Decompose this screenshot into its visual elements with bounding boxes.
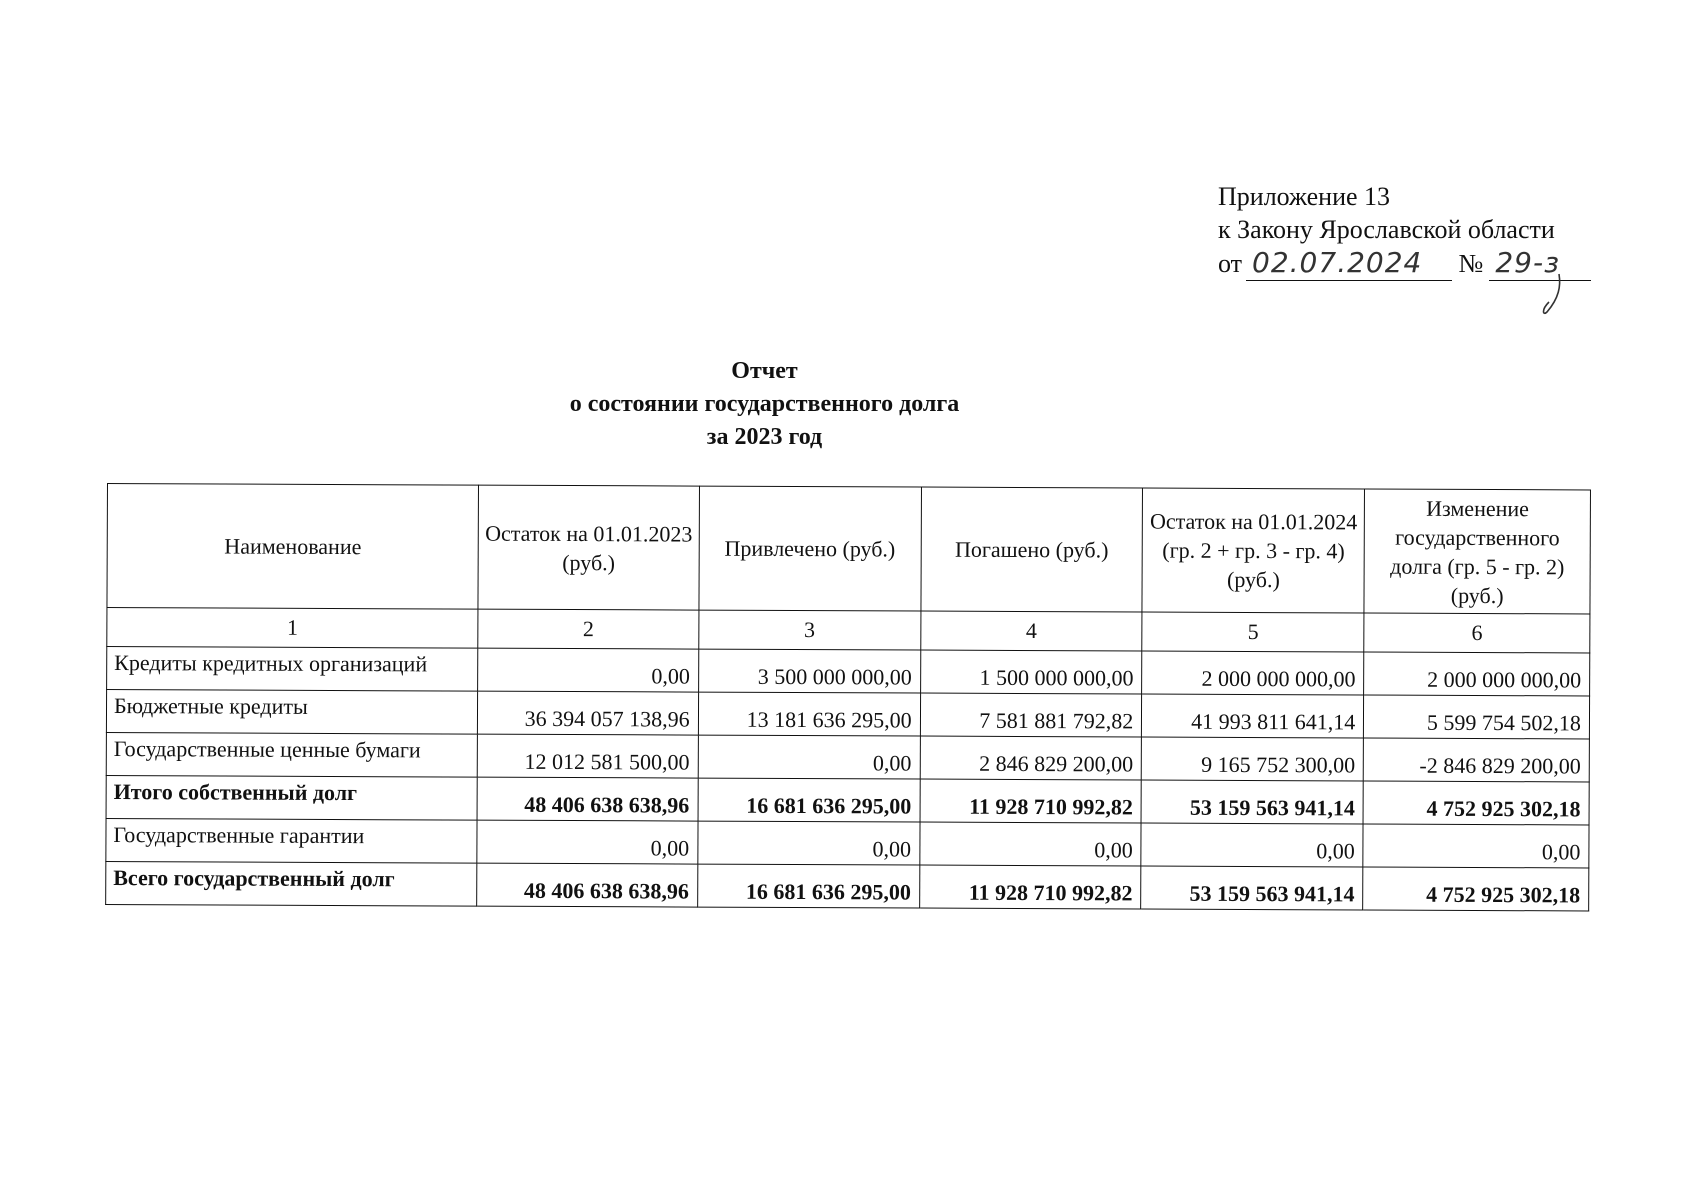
handwriting-stroke — [1537, 272, 1577, 316]
cell-value: 1 500 000 000,00 — [920, 650, 1142, 694]
cell-value: 0,00 — [698, 821, 920, 865]
number-label: № — [1458, 249, 1484, 278]
cell-value: 0,00 — [919, 822, 1141, 866]
cell-value: 0,00 — [1363, 824, 1589, 868]
row-name: Кредиты кредитных организаций — [107, 647, 478, 692]
column-number: 2 — [478, 609, 699, 649]
header-repaid: Погашено (руб.) — [921, 487, 1143, 612]
cell-value: 11 928 710 992,82 — [919, 865, 1141, 909]
cell-value: 48 406 638 638,96 — [477, 777, 698, 821]
cell-value: 0,00 — [1141, 823, 1363, 867]
title-line-3: за 2023 год — [706, 424, 823, 450]
header-row — [107, 484, 1591, 614]
cell-value: 53 159 563 941,14 — [1141, 866, 1363, 910]
cell-value: -2 846 829 200,00 — [1364, 738, 1590, 782]
cell-value: 7 581 881 792,82 — [920, 693, 1142, 737]
column-number: 4 — [920, 611, 1142, 651]
title-line-2: о состоянии государственного долга — [569, 391, 960, 417]
cell-value: 16 681 636 295,00 — [697, 864, 919, 908]
cell-value: 13 181 636 295,00 — [698, 692, 920, 736]
cell-value: 16 681 636 295,00 — [698, 778, 920, 822]
cell-value: 2 000 000 000,00 — [1364, 652, 1590, 696]
title-line-1: Отчет — [731, 358, 798, 384]
cell-value: 0,00 — [698, 735, 920, 779]
row-name: Государственные ценные бумаги — [106, 732, 477, 777]
cell-value: 9 165 752 300,00 — [1142, 737, 1364, 781]
cell-value: 3 500 000 000,00 — [698, 649, 920, 693]
cell-value: 0,00 — [478, 648, 699, 692]
column-number: 5 — [1142, 612, 1364, 652]
header-change: Изменение государственного долга (гр. 5 - гр. 2) (руб.) — [1364, 489, 1590, 614]
cell-value: 41 993 811 641,14 — [1142, 694, 1364, 738]
from-label: от — [1218, 249, 1243, 278]
handwritten-number: 29-з — [1495, 246, 1560, 279]
table-row — [106, 690, 1589, 739]
cell-value: 36 394 057 138,96 — [478, 691, 699, 735]
column-number-row — [107, 608, 1590, 653]
header-raised: Привлечено (руб.) — [699, 486, 922, 611]
debt-table — [105, 483, 1591, 911]
header-balance-end: Остаток на 01.01.2024 (гр. 2 + гр. 3 - гр. 4) (руб.) — [1142, 488, 1365, 613]
header-name: Наименование — [107, 484, 479, 610]
cell-value: 48 406 638 638,96 — [477, 863, 698, 907]
table-row — [106, 732, 1589, 781]
appendix-number: Приложение 13 — [1218, 182, 1391, 211]
cell-value: 53 159 563 941,14 — [1141, 780, 1363, 824]
report-title — [0, 355, 1697, 454]
column-number: 1 — [107, 608, 478, 649]
row-name: Бюджетные кредиты — [106, 690, 477, 735]
row-name: Итого собственный долг — [106, 775, 477, 820]
row-name: Всего государственный долг — [106, 861, 477, 906]
table-row — [107, 647, 1590, 696]
appendix-block — [1218, 180, 1591, 281]
cell-value: 5 599 754 502,18 — [1364, 695, 1590, 739]
appendix-date-number-line — [1218, 246, 1591, 281]
column-number: 6 — [1364, 613, 1590, 653]
cell-value: 4 752 925 302,18 — [1363, 781, 1589, 825]
cell-value: 2 846 829 200,00 — [920, 736, 1142, 780]
row-name: Государственные гарантии — [106, 818, 477, 863]
date-field — [1246, 246, 1452, 281]
number-field — [1489, 246, 1591, 281]
column-number: 3 — [698, 610, 920, 650]
appendix-law-reference: к Закону Ярославской области — [1218, 215, 1555, 244]
table-row-total — [106, 861, 1589, 910]
cell-value: 4 752 925 302,18 — [1363, 867, 1589, 911]
table-row — [106, 818, 1589, 867]
header-balance-start: Остаток на 01.01.2023 (руб.) — [478, 485, 699, 610]
cell-value: 12 012 581 500,00 — [478, 734, 699, 778]
table-row-subtotal — [106, 775, 1589, 824]
cell-value: 2 000 000 000,00 — [1142, 651, 1364, 695]
cell-value: 0,00 — [477, 820, 698, 864]
cell-value: 11 928 710 992,82 — [920, 779, 1142, 823]
handwritten-date: 02.07.2024 — [1252, 246, 1423, 279]
